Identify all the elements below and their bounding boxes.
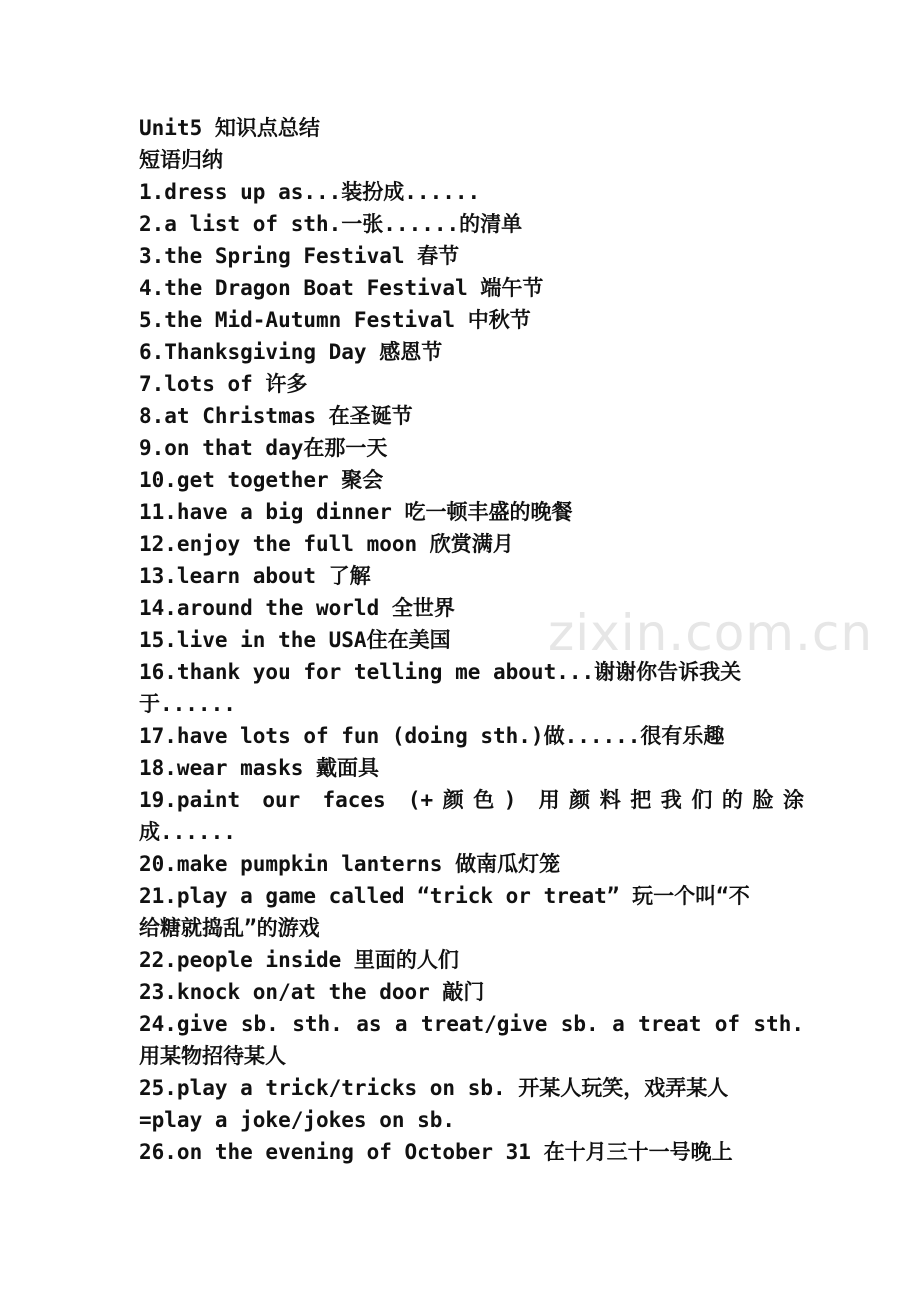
list-item: 17.have lots of fun (doing sth.)做......很有乐趣 — [139, 724, 725, 748]
list-item-continuation: 用某物招待某人 — [139, 1044, 286, 1068]
document-title: Unit5 知识点总结 — [139, 116, 320, 140]
list-item: 15.live in the USA住在美国 — [139, 628, 451, 652]
list-item: 23.knock on/at the door 敲门 — [139, 980, 485, 1004]
list-item: 16.thank you for telling me about...谢谢你告诉我关 — [139, 660, 742, 684]
list-item: 25.play a trick/tricks on sb. 开某人玩笑，戏弄某人 — [139, 1076, 729, 1100]
list-item: 8.at Christmas 在圣诞节 — [139, 404, 413, 428]
list-item: 21.play a game called “trick or treat” 玩一个叫“不 — [139, 884, 750, 908]
list-item-continuation: 成...... — [139, 820, 236, 844]
section-heading: 短语归纳 — [139, 148, 223, 172]
list-item: 9.on that day在那一天 — [139, 436, 388, 460]
list-item: 1.dress up as...装扮成...... — [139, 180, 481, 204]
list-item: 24.give sb. sth. as a treat/give sb. a treat of sth. — [139, 1012, 804, 1036]
list-item: 5.the Mid-Autumn Festival 中秋节 — [139, 308, 531, 332]
list-item: 11.have a big dinner 吃一顿丰盛的晚餐 — [139, 500, 573, 524]
list-item: 18.wear masks 戴面具 — [139, 756, 380, 780]
list-item: 2.a list of sth.一张......的清单 — [139, 212, 523, 236]
list-item: 3.the Spring Festival 春节 — [139, 244, 460, 268]
list-item-continuation: 于...... — [139, 692, 236, 716]
list-item-continuation: =play a joke/jokes on sb. — [139, 1108, 456, 1132]
list-item: 12.enjoy the full moon 欣赏满月 — [139, 532, 514, 556]
list-item: 14.around the world 全世界 — [139, 596, 455, 620]
list-item: 20.make pumpkin lanterns 做南瓜灯笼 — [139, 852, 561, 876]
list-item: 7.lots of 许多 — [139, 372, 308, 396]
list-item-continuation: 给糖就捣乱”的游戏 — [139, 916, 320, 940]
list-item: 19.paint our faces (+颜色) 用颜料把我们的脸涂 — [139, 788, 804, 812]
list-item: 6.Thanksgiving Day 感恩节 — [139, 340, 443, 364]
list-item: 4.the Dragon Boat Festival 端午节 — [139, 276, 544, 300]
list-item: 10.get together 聚会 — [139, 468, 384, 492]
document-body — [139, 112, 804, 1168]
watermark: zixin.com.cn — [548, 604, 874, 662]
list-item: 13.learn about 了解 — [139, 564, 371, 588]
list-item: 22.people inside 里面的人们 — [139, 948, 459, 972]
list-item: 26.on the evening of October 31 在十月三十一号晚上 — [139, 1140, 733, 1164]
